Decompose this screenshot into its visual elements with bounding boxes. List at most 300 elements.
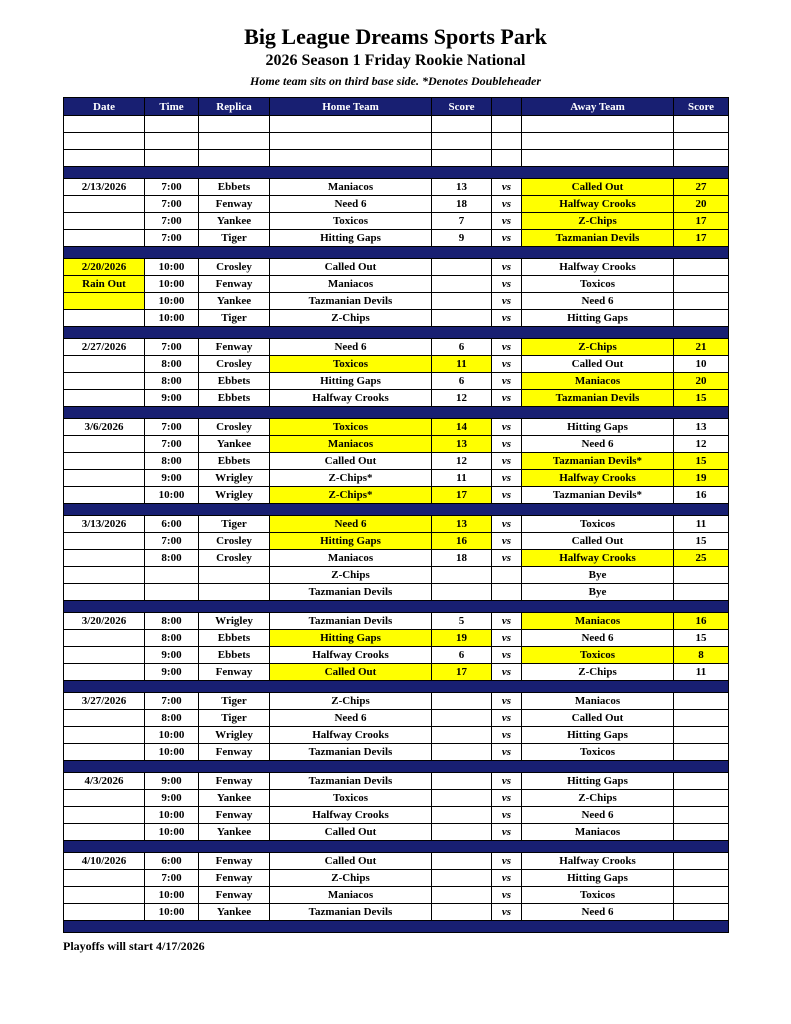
away-team-cell: Hitting Gaps	[522, 773, 674, 790]
game-row	[64, 213, 729, 230]
away-team-cell: Z-Chips	[522, 339, 674, 356]
col-home-score: Score	[432, 98, 492, 116]
vs-cell: vs	[492, 470, 522, 487]
time-cell: 9:00	[145, 773, 199, 790]
replica-cell: Ebbets	[199, 179, 270, 196]
replica-cell: Fenway	[199, 276, 270, 293]
time-cell: 10:00	[145, 904, 199, 921]
away-team-cell	[522, 133, 674, 150]
away-team-cell: Hitting Gaps	[522, 727, 674, 744]
replica-cell: Yankee	[199, 904, 270, 921]
replica-cell: Wrigley	[199, 487, 270, 504]
away-team-cell: Tazmanian Devils*	[522, 453, 674, 470]
away-score-cell	[674, 150, 729, 167]
vs-cell: vs	[492, 853, 522, 870]
time-cell: 9:00	[145, 790, 199, 807]
replica-cell: Tiger	[199, 710, 270, 727]
empty-row	[64, 133, 729, 150]
separator-bar	[64, 247, 729, 259]
away-team-cell: Z-Chips	[522, 664, 674, 681]
home-score-cell: 12	[432, 453, 492, 470]
away-score-cell: 16	[674, 487, 729, 504]
replica-cell: Tiger	[199, 693, 270, 710]
away-team-cell: Toxicos	[522, 744, 674, 761]
separator-row	[64, 327, 729, 339]
away-team-cell: Halfway Crooks	[522, 196, 674, 213]
away-team-cell: Need 6	[522, 630, 674, 647]
home-score-cell	[432, 133, 492, 150]
time-cell: 10:00	[145, 276, 199, 293]
time-cell: 7:00	[145, 339, 199, 356]
col-vs	[492, 98, 522, 116]
away-team-cell: Maniacos	[522, 373, 674, 390]
replica-cell: Ebbets	[199, 630, 270, 647]
replica-cell: Fenway	[199, 339, 270, 356]
away-team-cell: Halfway Crooks	[522, 259, 674, 276]
away-score-cell	[674, 584, 729, 601]
away-score-cell: 11	[674, 516, 729, 533]
home-team-cell: Tazmanian Devils	[270, 773, 432, 790]
home-score-cell: 9	[432, 230, 492, 247]
separator-row	[64, 504, 729, 516]
separator-bar	[64, 601, 729, 613]
away-team-cell: Z-Chips	[522, 213, 674, 230]
date-cell	[64, 664, 145, 681]
home-team-cell: Toxicos	[270, 356, 432, 373]
home-team-cell: Maniacos	[270, 436, 432, 453]
vs-cell: vs	[492, 390, 522, 407]
away-team-cell: Need 6	[522, 904, 674, 921]
vs-cell: vs	[492, 419, 522, 436]
away-team-cell: Called Out	[522, 179, 674, 196]
vs-cell: vs	[492, 773, 522, 790]
vs-cell	[492, 584, 522, 601]
date-cell	[64, 470, 145, 487]
separator-bar	[64, 761, 729, 773]
date-cell	[64, 727, 145, 744]
home-team-cell: Z-Chips	[270, 693, 432, 710]
home-score-cell: 17	[432, 664, 492, 681]
replica-cell: Fenway	[199, 773, 270, 790]
vs-cell: vs	[492, 293, 522, 310]
away-score-cell	[674, 727, 729, 744]
replica-cell: Fenway	[199, 853, 270, 870]
vs-cell: vs	[492, 664, 522, 681]
vs-cell: vs	[492, 179, 522, 196]
col-time: Time	[145, 98, 199, 116]
away-score-cell: 25	[674, 550, 729, 567]
game-row	[64, 567, 729, 584]
away-score-cell: 20	[674, 196, 729, 213]
away-score-cell	[674, 744, 729, 761]
replica-cell	[199, 584, 270, 601]
away-team-cell: Called Out	[522, 710, 674, 727]
replica-cell: Yankee	[199, 293, 270, 310]
time-cell: 7:00	[145, 196, 199, 213]
away-team-cell: Called Out	[522, 356, 674, 373]
home-score-cell: 11	[432, 356, 492, 373]
time-cell	[145, 567, 199, 584]
vs-cell: vs	[492, 213, 522, 230]
vs-cell: vs	[492, 276, 522, 293]
away-score-cell: 8	[674, 647, 729, 664]
vs-cell: vs	[492, 647, 522, 664]
home-score-cell	[432, 150, 492, 167]
away-score-cell: 15	[674, 453, 729, 470]
game-row	[64, 584, 729, 601]
replica-cell: Crosley	[199, 356, 270, 373]
away-team-cell: Tazmanian Devils	[522, 230, 674, 247]
home-score-cell	[432, 853, 492, 870]
away-team-cell: Called Out	[522, 533, 674, 550]
game-row	[64, 887, 729, 904]
separator-bar	[64, 841, 729, 853]
replica-cell: Tiger	[199, 310, 270, 327]
date-cell	[64, 647, 145, 664]
away-score-cell	[674, 904, 729, 921]
away-team-cell: Hitting Gaps	[522, 419, 674, 436]
home-team-cell: Halfway Crooks	[270, 647, 432, 664]
home-score-cell: 16	[432, 533, 492, 550]
time-cell: 7:00	[145, 533, 199, 550]
home-team-cell: Need 6	[270, 710, 432, 727]
home-score-cell	[432, 693, 492, 710]
time-cell	[145, 133, 199, 150]
vs-cell	[492, 567, 522, 584]
vs-cell: vs	[492, 339, 522, 356]
date-cell: 4/3/2026	[64, 773, 145, 790]
away-score-cell: 15	[674, 630, 729, 647]
vs-cell: vs	[492, 533, 522, 550]
home-team-cell: Hitting Gaps	[270, 533, 432, 550]
vs-cell: vs	[492, 727, 522, 744]
replica-cell: Fenway	[199, 744, 270, 761]
time-cell: 8:00	[145, 453, 199, 470]
home-score-cell	[432, 744, 492, 761]
home-team-cell: Toxicos	[270, 213, 432, 230]
game-row	[64, 853, 729, 870]
date-cell: 3/13/2026	[64, 516, 145, 533]
date-cell	[64, 196, 145, 213]
home-score-cell: 6	[432, 339, 492, 356]
date-cell	[64, 116, 145, 133]
home-team-cell: Z-Chips	[270, 870, 432, 887]
empty-row	[64, 116, 729, 133]
home-score-cell	[432, 259, 492, 276]
game-row	[64, 533, 729, 550]
time-cell: 10:00	[145, 293, 199, 310]
replica-cell	[199, 116, 270, 133]
vs-cell: vs	[492, 259, 522, 276]
home-score-cell: 11	[432, 470, 492, 487]
time-cell	[145, 584, 199, 601]
game-row	[64, 664, 729, 681]
home-score-cell	[432, 773, 492, 790]
vs-cell: vs	[492, 904, 522, 921]
separator-row	[64, 681, 729, 693]
away-team-cell: Tazmanian Devils	[522, 390, 674, 407]
game-row	[64, 339, 729, 356]
home-team-cell: Halfway Crooks	[270, 807, 432, 824]
away-score-cell: 13	[674, 419, 729, 436]
vs-cell	[492, 133, 522, 150]
away-team-cell: Hitting Gaps	[522, 310, 674, 327]
away-team-cell: Halfway Crooks	[522, 853, 674, 870]
replica-cell: Yankee	[199, 824, 270, 841]
away-score-cell: 21	[674, 339, 729, 356]
time-cell: 6:00	[145, 853, 199, 870]
home-score-cell	[432, 824, 492, 841]
time-cell: 8:00	[145, 356, 199, 373]
time-cell: 7:00	[145, 419, 199, 436]
replica-cell: Yankee	[199, 213, 270, 230]
separator-row	[64, 761, 729, 773]
home-score-cell	[432, 887, 492, 904]
vs-cell: vs	[492, 373, 522, 390]
away-team-cell	[522, 116, 674, 133]
away-team-cell: Bye	[522, 584, 674, 601]
home-team-cell: Called Out	[270, 664, 432, 681]
date-cell: 3/6/2026	[64, 419, 145, 436]
time-cell: 7:00	[145, 436, 199, 453]
time-cell: 9:00	[145, 664, 199, 681]
date-cell	[64, 567, 145, 584]
home-team-cell: Toxicos	[270, 419, 432, 436]
away-score-cell	[674, 887, 729, 904]
date-cell	[64, 870, 145, 887]
home-team-cell: Tazmanian Devils	[270, 584, 432, 601]
vs-cell: vs	[492, 744, 522, 761]
away-score-cell: 17	[674, 213, 729, 230]
away-score-cell: 20	[674, 373, 729, 390]
home-team-cell: Toxicos	[270, 790, 432, 807]
home-team-cell: Maniacos	[270, 550, 432, 567]
home-team-note: Home team sits on third base side. *Denotes Doubleheader	[250, 74, 541, 88]
replica-cell: Yankee	[199, 790, 270, 807]
home-score-cell	[432, 310, 492, 327]
date-cell: 2/13/2026	[64, 179, 145, 196]
away-team-cell: Need 6	[522, 807, 674, 824]
date-cell	[64, 904, 145, 921]
date-cell	[64, 150, 145, 167]
home-team-cell: Need 6	[270, 196, 432, 213]
time-cell: 10:00	[145, 744, 199, 761]
date-cell	[64, 824, 145, 841]
time-cell	[145, 150, 199, 167]
away-score-cell	[674, 853, 729, 870]
game-row	[64, 824, 729, 841]
date-cell	[64, 436, 145, 453]
away-score-cell	[674, 133, 729, 150]
away-score-cell	[674, 790, 729, 807]
home-score-cell	[432, 116, 492, 133]
home-score-cell	[432, 870, 492, 887]
vs-cell: vs	[492, 630, 522, 647]
vs-cell: vs	[492, 310, 522, 327]
game-row	[64, 259, 729, 276]
time-cell: 7:00	[145, 213, 199, 230]
vs-cell: vs	[492, 453, 522, 470]
time-cell: 10:00	[145, 727, 199, 744]
schedule-table	[63, 97, 729, 933]
game-row	[64, 436, 729, 453]
date-cell: 4/10/2026	[64, 853, 145, 870]
vs-cell: vs	[492, 870, 522, 887]
time-cell: 10:00	[145, 887, 199, 904]
time-cell: 8:00	[145, 710, 199, 727]
replica-cell: Fenway	[199, 664, 270, 681]
away-team-cell: Halfway Crooks	[522, 550, 674, 567]
game-row	[64, 310, 729, 327]
time-cell: 6:00	[145, 516, 199, 533]
date-cell: 3/27/2026	[64, 693, 145, 710]
home-team-cell: Z-Chips*	[270, 487, 432, 504]
date-cell	[64, 584, 145, 601]
vs-cell: vs	[492, 790, 522, 807]
home-team-cell: Maniacos	[270, 179, 432, 196]
replica-cell: Tiger	[199, 516, 270, 533]
replica-cell	[199, 150, 270, 167]
home-score-cell	[432, 276, 492, 293]
date-cell	[64, 293, 145, 310]
replica-cell: Fenway	[199, 196, 270, 213]
time-cell: 9:00	[145, 647, 199, 664]
date-cell	[64, 790, 145, 807]
date-cell	[64, 310, 145, 327]
vs-cell: vs	[492, 693, 522, 710]
time-cell: 8:00	[145, 550, 199, 567]
separator-bar	[64, 921, 729, 933]
col-replica: Replica	[199, 98, 270, 116]
separator-bar	[64, 504, 729, 516]
table-body	[64, 116, 729, 933]
game-row	[64, 744, 729, 761]
replica-cell: Yankee	[199, 436, 270, 453]
vs-cell: vs	[492, 710, 522, 727]
home-score-cell: 18	[432, 196, 492, 213]
away-score-cell	[674, 276, 729, 293]
game-row	[64, 470, 729, 487]
replica-cell: Crosley	[199, 259, 270, 276]
game-row	[64, 613, 729, 630]
home-score-cell	[432, 584, 492, 601]
replica-cell: Ebbets	[199, 373, 270, 390]
away-team-cell: Toxicos	[522, 647, 674, 664]
away-team-cell: Toxicos	[522, 516, 674, 533]
vs-cell: vs	[492, 550, 522, 567]
home-team-cell: Z-Chips	[270, 310, 432, 327]
separator-bar	[64, 327, 729, 339]
home-score-cell: 13	[432, 436, 492, 453]
vs-cell: vs	[492, 487, 522, 504]
game-row	[64, 647, 729, 664]
time-cell: 7:00	[145, 693, 199, 710]
home-score-cell: 17	[432, 487, 492, 504]
vs-cell	[492, 116, 522, 133]
away-score-cell	[674, 824, 729, 841]
replica-cell: Wrigley	[199, 613, 270, 630]
replica-cell: Fenway	[199, 870, 270, 887]
away-team-cell	[522, 150, 674, 167]
home-score-cell	[432, 567, 492, 584]
date-cell	[64, 213, 145, 230]
replica-cell: Ebbets	[199, 390, 270, 407]
vs-cell: vs	[492, 436, 522, 453]
away-score-cell: 15	[674, 533, 729, 550]
game-row	[64, 870, 729, 887]
game-row	[64, 630, 729, 647]
game-row	[64, 373, 729, 390]
time-cell: 10:00	[145, 807, 199, 824]
game-row	[64, 453, 729, 470]
away-score-cell	[674, 259, 729, 276]
replica-cell: Ebbets	[199, 453, 270, 470]
replica-cell	[199, 133, 270, 150]
col-away-team: Away Team	[522, 98, 674, 116]
game-row	[64, 179, 729, 196]
game-row	[64, 807, 729, 824]
vs-cell: vs	[492, 824, 522, 841]
replica-cell: Ebbets	[199, 647, 270, 664]
home-score-cell	[432, 710, 492, 727]
away-team-cell: Z-Chips	[522, 790, 674, 807]
home-team-cell: Z-Chips*	[270, 470, 432, 487]
away-score-cell: 27	[674, 179, 729, 196]
game-row	[64, 773, 729, 790]
date-cell	[64, 230, 145, 247]
date-cell	[64, 533, 145, 550]
home-team-cell: Hitting Gaps	[270, 630, 432, 647]
game-row	[64, 790, 729, 807]
game-row	[64, 727, 729, 744]
home-team-cell	[270, 150, 432, 167]
home-team-cell: Hitting Gaps	[270, 373, 432, 390]
away-team-cell: Maniacos	[522, 613, 674, 630]
away-score-cell	[674, 293, 729, 310]
time-cell: 7:00	[145, 179, 199, 196]
separator-bar	[64, 167, 729, 179]
away-score-cell: 11	[674, 664, 729, 681]
date-cell	[64, 373, 145, 390]
home-team-cell: Tazmanian Devils	[270, 293, 432, 310]
time-cell: 8:00	[145, 630, 199, 647]
game-row	[64, 230, 729, 247]
away-score-cell	[674, 567, 729, 584]
home-score-cell: 6	[432, 373, 492, 390]
header-row	[64, 98, 729, 116]
home-score-cell	[432, 807, 492, 824]
replica-cell: Wrigley	[199, 727, 270, 744]
away-score-cell: 16	[674, 613, 729, 630]
replica-cell: Tiger	[199, 230, 270, 247]
time-cell: 9:00	[145, 390, 199, 407]
separator-row	[64, 167, 729, 179]
replica-cell: Crosley	[199, 550, 270, 567]
replica-cell: Wrigley	[199, 470, 270, 487]
game-row	[64, 276, 729, 293]
home-score-cell: 18	[432, 550, 492, 567]
home-team-cell: Hitting Gaps	[270, 230, 432, 247]
away-team-cell: Halfway Crooks	[522, 470, 674, 487]
home-score-cell: 14	[432, 419, 492, 436]
date-cell	[64, 744, 145, 761]
home-score-cell	[432, 727, 492, 744]
date-cell	[64, 390, 145, 407]
away-team-cell: Toxicos	[522, 887, 674, 904]
replica-cell: Fenway	[199, 887, 270, 904]
date-cell	[64, 887, 145, 904]
away-score-cell: 12	[674, 436, 729, 453]
